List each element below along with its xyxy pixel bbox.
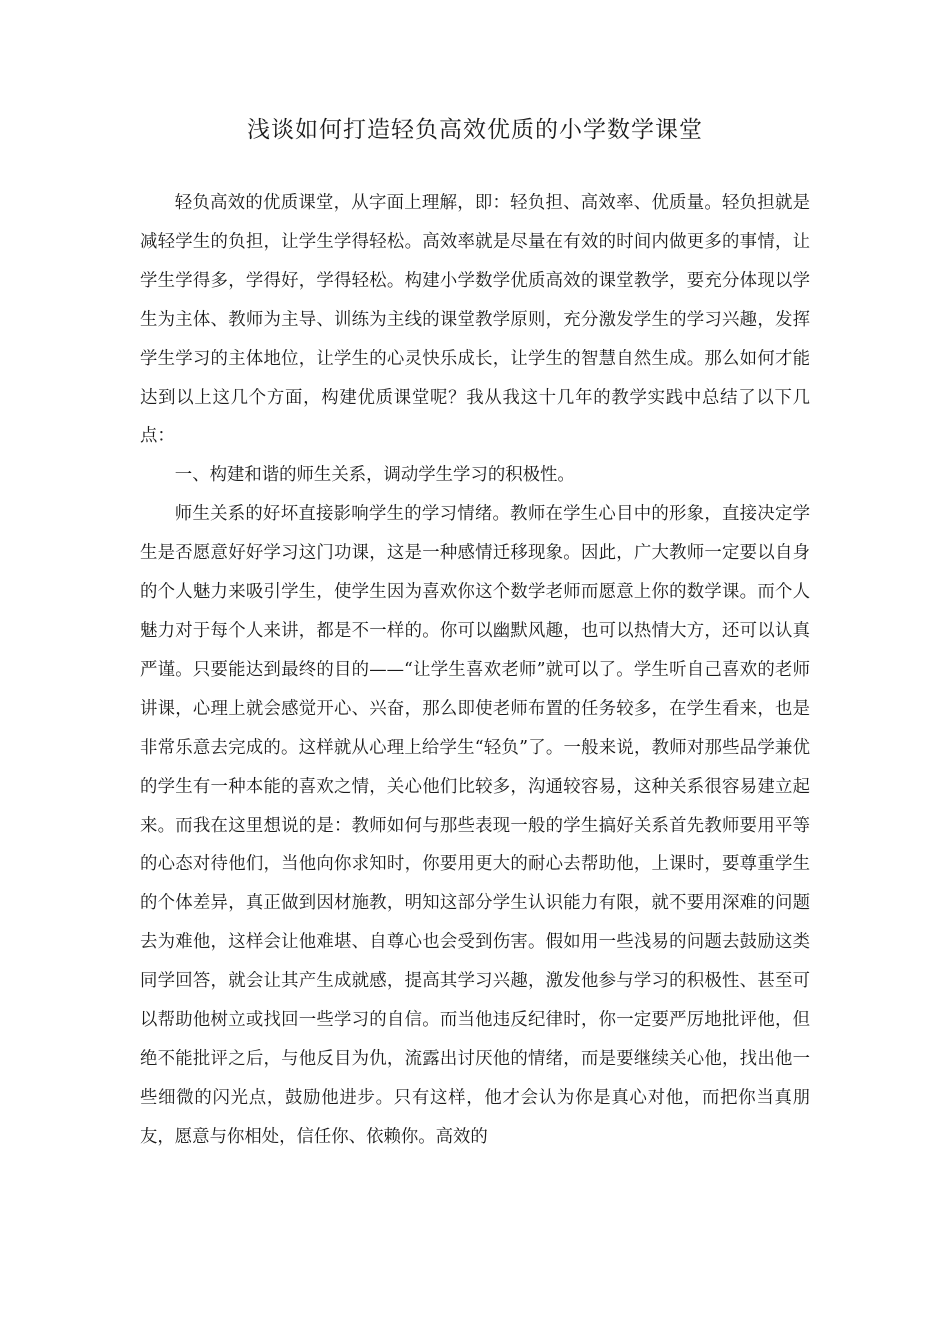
section-heading-1: 一、构建和谐的师生关系，调动学生学习的积极性。 <box>174 465 575 486</box>
paragraph-teacher-student-relationship: 师生关系的好坏直接影响学生的学习情绪。教师在学生心目中的形象，直接决定学生是否愿意好好学习这门功课，这是一种感情迁移现象。因此，广大教师一定要以自身的个人魅力来吸引学生，使学生因为喜欢你这个数学老师而愿意上你的数学课。而个人魅力对于每个人来讲，都是不一样的。你可以幽默风趣，也可以热情大方，还可以认真严谨。只要能达到最终的目的——“让学生喜欢老师”就可以了。学生听自己喜欢的老师讲课，心理上就会感觉开心、兴奋，那么即使老师布置的任务较多，在学生看来，也是非常乐意去完成的。这样就从心理上给学生“轻负”了。一般来说，教师对那些品学兼优的学生有一种本能的喜欢之情，关心他们比较多，沟通较容易，这种关系很容易建立起来。而我在这里想说的是：教师如何与那些表现一般的学生搞好关系首先教师要用平等的心态对待他们，当他向你求知时，你要用更大的耐心去帮助他，上课时，要尊重学生的个体差异，真正做到因材施教，明知这部分学生认识能力有限，就不要用深难的问题去为难他，这样会让他难堪、自尊心也会受到伤害。假如用一些浅易的问题去鼓励这类同学回答，就会让其产生成就感，提高其学习兴趣，激发他参与学习的积极性、甚至可以帮助他树立或找回一些学习的自信。而当他违反纪律时，你一定要严厉地批评他，但绝不能批评之后，与他反目为仇，流露出讨厌他的情绪，而是要继续关心他，找出他一些细微的闪光点，鼓励他进步。只有这样，他才会认为你是真心对他，而把你当真朋友，愿意与你相处，信任你、依赖你。高效的 <box>140 504 810 1147</box>
document-body <box>140 184 810 1157</box>
document-title: 浅谈如何打造轻负高效优质的小学数学课堂 <box>247 117 703 143</box>
paragraph-intro: 轻负高效的优质课堂，从字面上理解，即：轻负担、高效率、优质量。轻负担就是减轻学生的负担，让学生学得轻松。高效率就是尽量在有效的时间内做更多的事情，让学生学得多，学得好，学得轻松。构建小学数学优质高效的课堂教学，要充分体现以学生为主体、教师为主导、训练为主线的课堂教学原则，充分激发学生的学习兴趣，发挥学生学习的主体地位，让学生的心灵快乐成长，让学生的智慧自然生成。那么如何才能达到以上这几个方面，构建优质课堂呢？我从我这十几年的教学实践中总结了以下几点： <box>140 193 810 447</box>
